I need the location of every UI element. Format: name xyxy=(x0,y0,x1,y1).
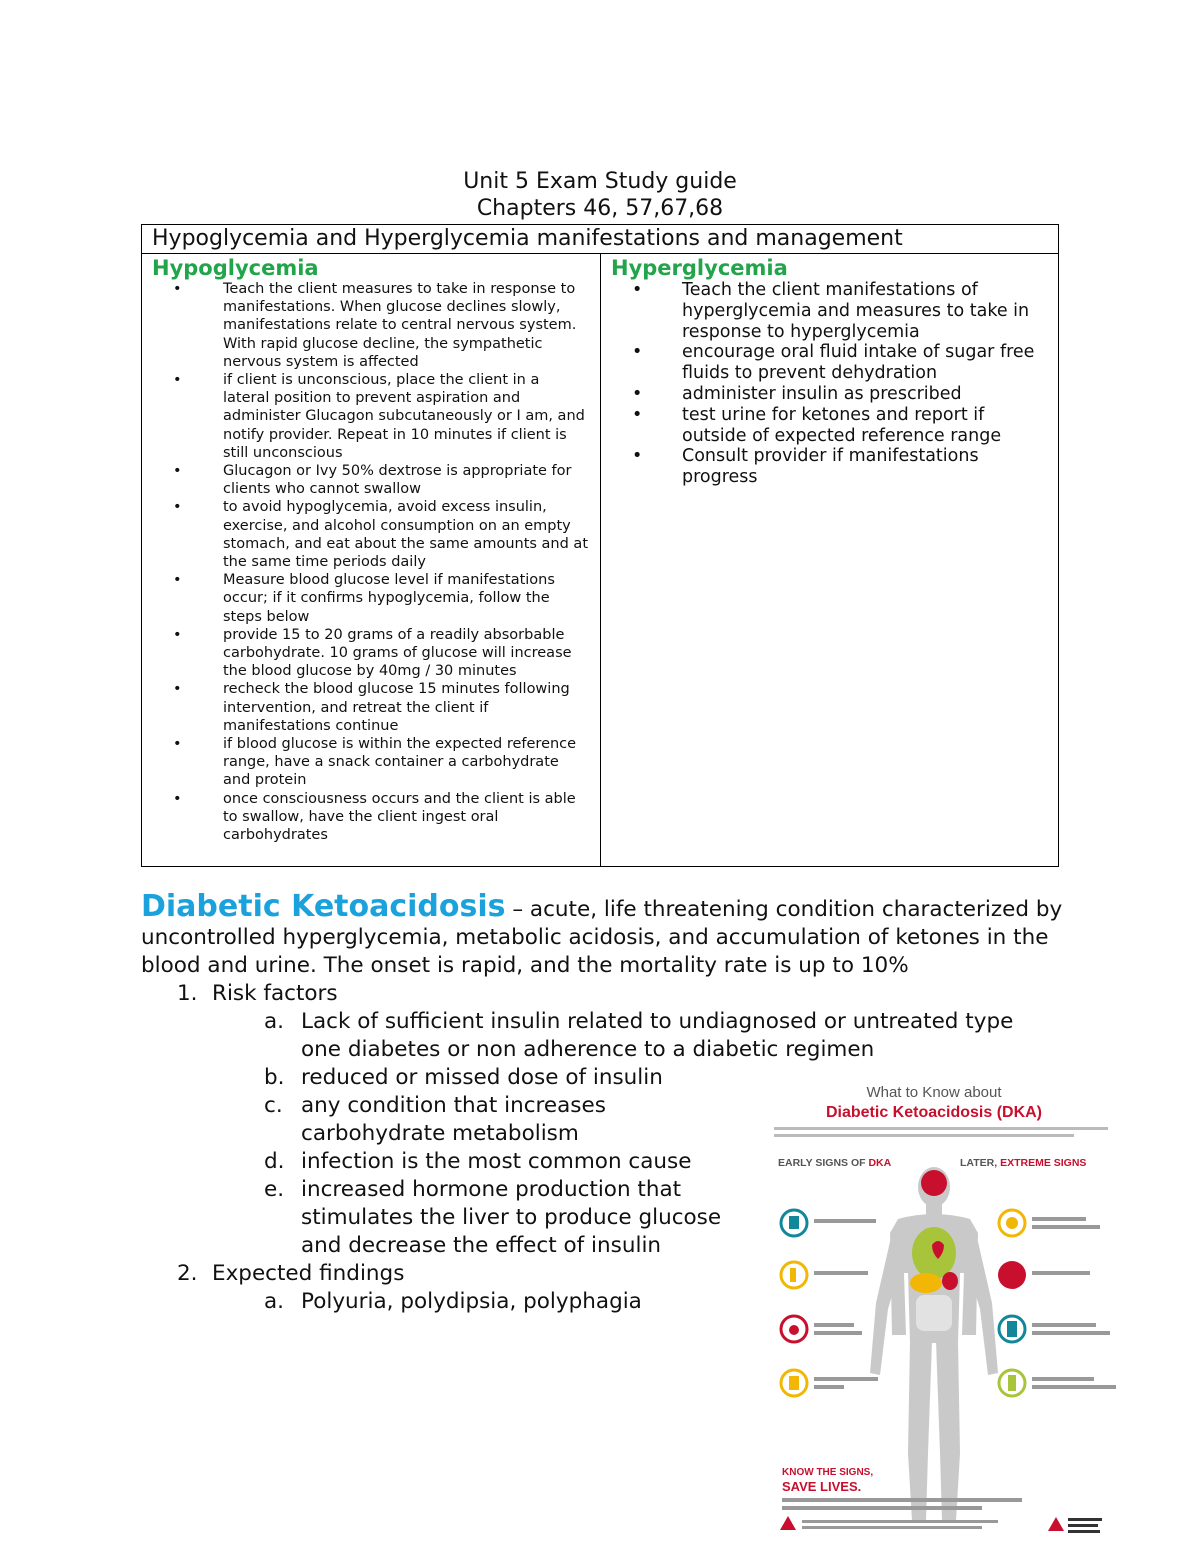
warning-text-line xyxy=(802,1520,998,1523)
warning-icon xyxy=(780,1516,796,1530)
intro-text-line xyxy=(774,1134,1074,1137)
item-text-content: Lack of sufficient insulin related to undiagnosed or untreated type one diabetes or non adherence to a diabetic regimen xyxy=(301,1009,1014,1062)
ada-logo-icon xyxy=(1048,1517,1064,1531)
ada-logo-text xyxy=(1068,1530,1100,1533)
sign-label-line xyxy=(814,1271,868,1275)
item-text: Polyuria, polydipsia, polyphagia xyxy=(301,1289,642,1314)
study-guide-title: Unit 5 Exam Study guide xyxy=(463,169,737,194)
hyperglycemia-heading: Hyperglycemia xyxy=(611,256,788,280)
ada-logo-text xyxy=(1068,1524,1098,1527)
learn-more-line xyxy=(782,1498,1022,1502)
item-letter: a. xyxy=(264,1009,285,1034)
hyperglycemia-list xyxy=(611,280,1048,488)
sign-label-line xyxy=(1032,1225,1100,1229)
list-item: • Teach the client measures to take in response to manifestations. When glucose declines slowly, manifestations relate to central nervous system. With rapid glucose decline, the sympathetic nervous system is affected xyxy=(223,280,590,371)
intestines-shape xyxy=(916,1295,952,1331)
sign-label-line xyxy=(1032,1217,1086,1221)
early-signs-icons xyxy=(781,1210,878,1396)
know-signs-line1: KNOW THE SIGNS, xyxy=(782,1467,874,1478)
left-leg-shape xyxy=(908,1341,932,1521)
item-letter: d. xyxy=(264,1149,285,1174)
list-item: • Consult provider if manifestations progress xyxy=(682,446,1048,488)
sign-label-line xyxy=(814,1219,876,1223)
dka-infographic xyxy=(766,1073,1126,1543)
kidney-shape xyxy=(942,1272,958,1290)
early-signs-label: EARLY SIGNS OF xyxy=(778,1157,869,1169)
list-item: • Teach the client manifestations of hyperglycemia and measures to take in response to hyperglycemia xyxy=(682,280,1048,342)
later-signs-heading xyxy=(960,1157,1086,1169)
dry-skin-icon xyxy=(998,1261,1026,1289)
item-letter: b. xyxy=(264,1065,285,1090)
fatigue-icon-glyph xyxy=(1006,1217,1018,1229)
list-item: • once consciousness occurs and the client is able to swallow, have the client ingest oral carbohydrates xyxy=(223,790,590,845)
ketone-icon-glyph xyxy=(789,1376,799,1390)
manifestations-table xyxy=(141,224,1059,867)
item-text xyxy=(301,1008,1041,1064)
item-letter: e. xyxy=(264,1177,285,1202)
list-item: • Measure blood glucose level if manifestations occur; if it confirms hypoglycemia, follow the steps below xyxy=(223,571,590,626)
hypoglycemia-column xyxy=(142,254,601,866)
list-item: • administer insulin as prescribed xyxy=(682,384,1048,405)
sign-label-line xyxy=(814,1385,844,1389)
nausea-icon-glyph xyxy=(1007,1321,1017,1337)
section-number: 1. xyxy=(177,981,198,1006)
right-leg-shape xyxy=(936,1341,960,1521)
list-item xyxy=(141,1008,1071,1064)
sign-label-line xyxy=(814,1331,862,1335)
dka-title: Diabetic Ketoacidosis xyxy=(141,889,506,924)
item-letter: a. xyxy=(264,1289,285,1314)
outline-section xyxy=(141,980,1071,1008)
list-item: • test urine for ketones and report if outside of expected reference range xyxy=(682,405,1048,447)
save-lives-line: SAVE LIVES. xyxy=(782,1479,862,1494)
section-label: Risk factors xyxy=(212,981,338,1006)
sign-label-line xyxy=(1032,1323,1096,1327)
page-title xyxy=(0,168,1200,222)
hypoglycemia-list xyxy=(152,280,590,844)
later-signs-icons xyxy=(998,1210,1116,1396)
infographic-title-line2: Diabetic Ketoacidosis (DKA) xyxy=(825,1104,1043,1121)
learn-more-line xyxy=(782,1506,982,1510)
list-item: • if client is unconscious, place the client in a lateral position to prevent aspiration and administer Glucagon subcutaneously or I am, and notify provider. Repeat in 10 minutes if client is still unconscious xyxy=(223,371,590,462)
early-signs-heading xyxy=(778,1157,892,1169)
sign-label-line xyxy=(814,1377,878,1381)
table-body xyxy=(142,254,1058,866)
breathing-icon-glyph xyxy=(1008,1375,1016,1391)
sign-label-line xyxy=(1032,1331,1110,1335)
hyperglycemia-column xyxy=(601,254,1058,866)
table-header: Hypoglycemia and Hyperglycemia manifestations and management xyxy=(142,225,1058,254)
dka-definition: – acute, life threatening condition characterized by uncontrolled hyperglycemia, metabolic acidosis, and accumulation of ketones in the blood and urine. The onset is rapid, and the mortality rate is up to 10% xyxy=(141,897,1063,978)
ada-logo-text xyxy=(1068,1518,1102,1521)
item-text: infection is the most common cause xyxy=(301,1149,692,1174)
item-letter: c. xyxy=(264,1093,283,1118)
early-signs-dka: DKA xyxy=(868,1157,892,1169)
intro-text-line xyxy=(774,1127,1108,1130)
item-text: any condition that increases carbohydrate metabolism xyxy=(301,1093,606,1146)
chapters-line: Chapters 46, 57,67,68 xyxy=(476,196,724,221)
warning-text-line xyxy=(802,1526,982,1529)
sign-label-line xyxy=(1032,1271,1090,1275)
high-glucose-icon-drop xyxy=(789,1325,799,1335)
section-label: Expected findings xyxy=(212,1261,405,1286)
list-item: • to avoid hypoglycemia, avoid excess insulin, exercise, and alcohol consumption on an empty stomach, and eat about the same amounts and at the same time periods daily xyxy=(223,498,590,571)
body-silhouette xyxy=(870,1167,998,1521)
stomach-shape xyxy=(910,1273,942,1293)
thirst-icon-glass xyxy=(789,1216,799,1229)
dka-intro xyxy=(141,889,1071,980)
item-text: increased hormone production that stimulates the liver to produce glucose and decrease the effect of insulin xyxy=(301,1177,722,1258)
list-item: • recheck the blood glucose 15 minutes following intervention, and retreat the client if manifestations continue xyxy=(223,680,590,735)
dka-outline xyxy=(141,980,1071,1008)
list-item: • Glucagon or Ivy 50% dextrose is appropriate for clients who cannot swallow xyxy=(223,462,590,498)
hypoglycemia-heading: Hypoglycemia xyxy=(152,256,319,280)
list-item: • provide 15 to 20 grams of a readily absorbable carbohydrate. 10 grams of glucose will increase the blood glucose by 40mg / 30 minutes xyxy=(223,626,590,681)
later-signs-extreme: EXTREME SIGNS xyxy=(1000,1157,1087,1169)
sign-label-line xyxy=(1032,1377,1094,1381)
brain-shape xyxy=(921,1170,947,1196)
later-signs-label: LATER, xyxy=(960,1157,1001,1169)
list-item: • if blood glucose is within the expected reference range, have a snack container a carbohydrate and protein xyxy=(223,735,590,790)
infographic-title-line1: What to Know about xyxy=(866,1084,1002,1101)
sign-label-line xyxy=(1032,1385,1116,1389)
sign-label-line xyxy=(814,1323,854,1327)
list-item: • encourage oral fluid intake of sugar free fluids to prevent dehydration xyxy=(682,342,1048,384)
urination-icon-glyph xyxy=(790,1268,796,1282)
item-text: reduced or missed dose of insulin xyxy=(301,1065,663,1090)
section-number: 2. xyxy=(177,1261,198,1286)
